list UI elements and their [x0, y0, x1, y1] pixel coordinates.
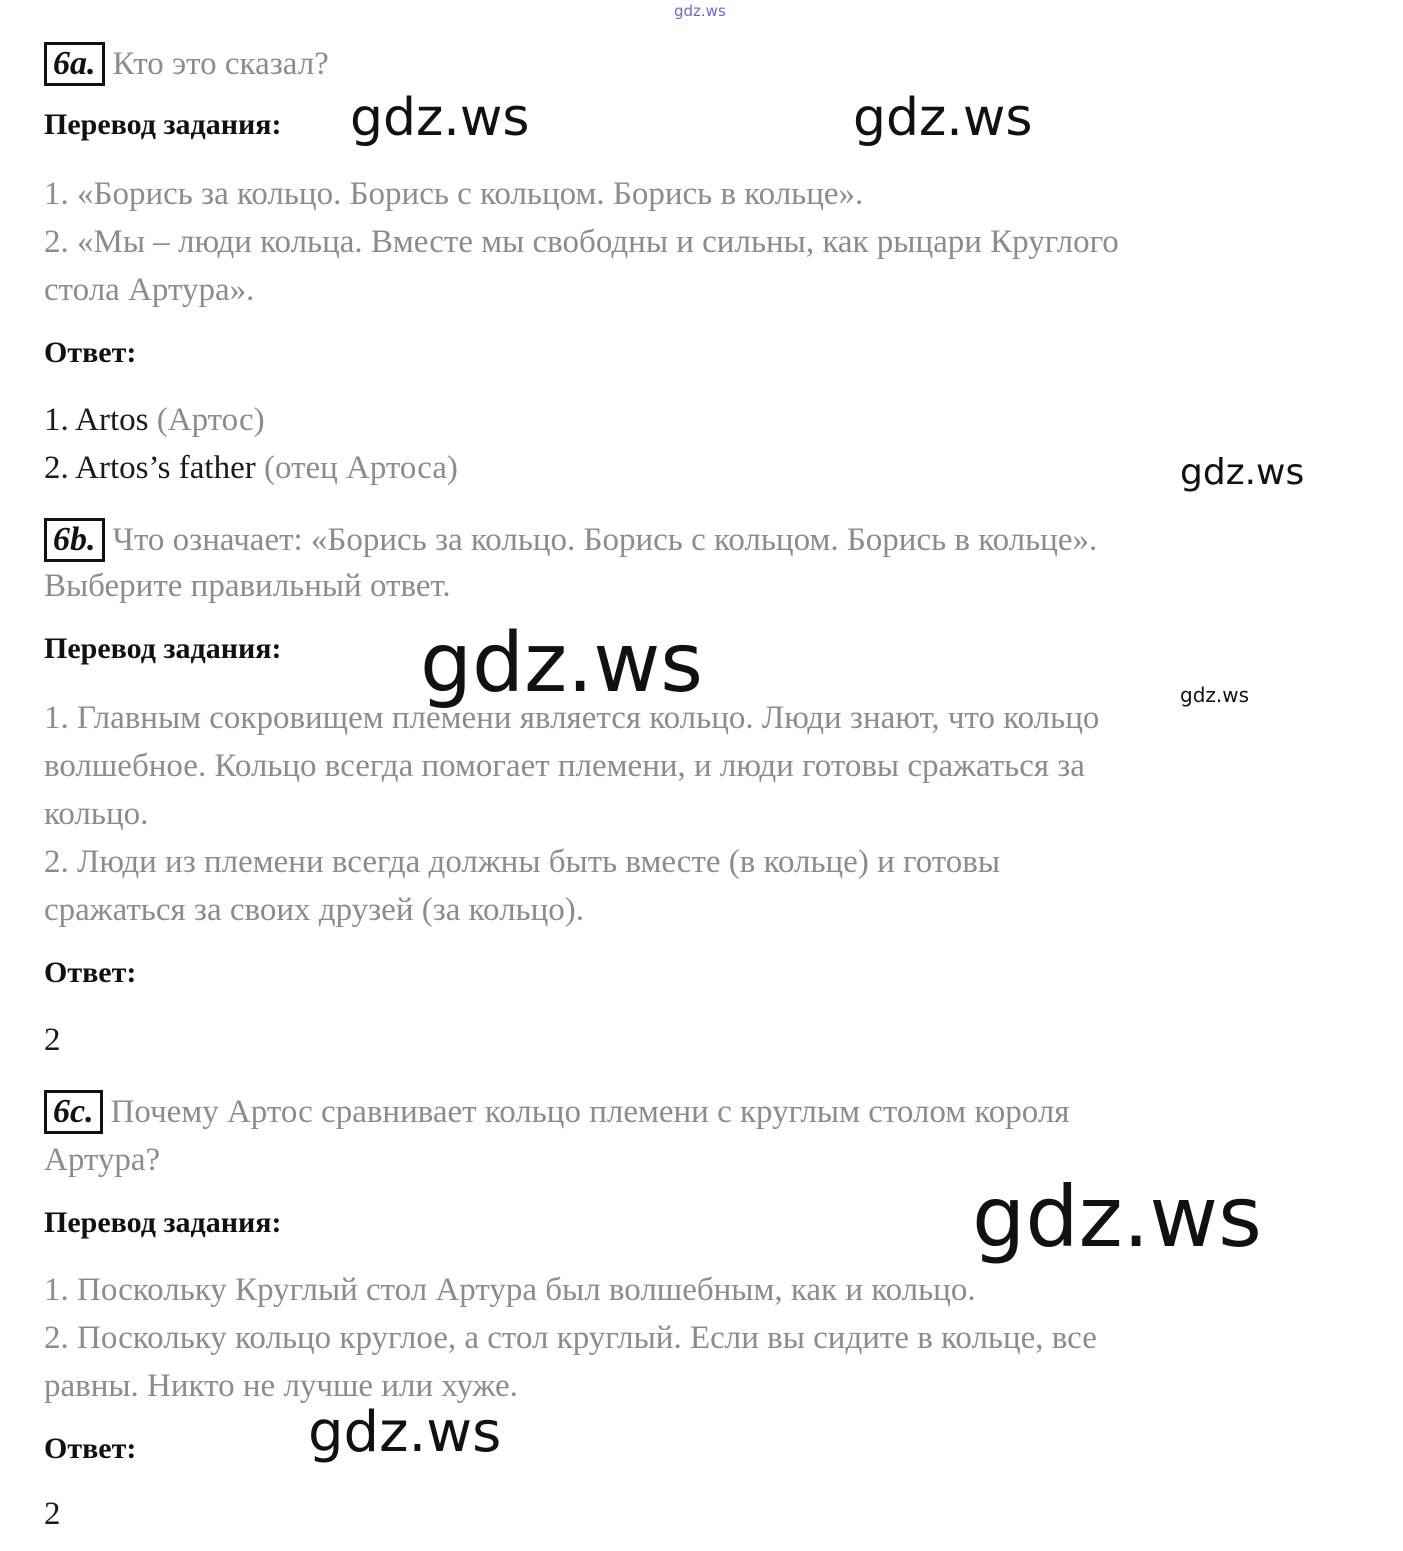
task-6c-header: [44, 1088, 1069, 1136]
task-6a-answer-label: Ответ:: [44, 336, 137, 369]
task-6c-question-line: Почему Артос сравнивает кольцо племени с круглым столом короля: [110, 1094, 1070, 1130]
watermark-top: gdz.ws: [674, 2, 726, 20]
task-6b-translation: [44, 694, 1099, 934]
task-6b-question-line: Что означает: «Борись за кольцо. Борись с кольцом. Борись в кольце».: [112, 522, 1098, 558]
answer-ru: (Артос): [148, 402, 265, 438]
answer-en: 1. Artos: [44, 402, 149, 438]
translation-line: сражаться за своих друзей (за кольцо).: [44, 892, 584, 928]
watermark: gdz.ws: [1180, 452, 1305, 493]
answer-en: 2. Artos’s father: [44, 450, 256, 486]
translation-line: 1. «Борись за кольцо. Борись с кольцом. Борись в кольце».: [44, 176, 864, 212]
translation-line: 2. «Мы – люди кольца. Вместе мы свободны и сильны, как рыцари Круглого: [44, 224, 1119, 260]
answer-line: [44, 396, 458, 444]
answer-line: [44, 444, 458, 492]
task-badge-6b: 6b.: [44, 518, 105, 562]
watermark: gdz.ws: [308, 1400, 502, 1465]
task-6c-translation-label: Перевод задания:: [44, 1206, 282, 1239]
task-6a-answers: [44, 396, 458, 492]
translation-line: кольцо.: [44, 796, 149, 832]
translation-line: стола Артура».: [44, 272, 255, 308]
task-6c-question-line: Артура?: [44, 1142, 161, 1178]
task-6a-header: [44, 40, 329, 88]
task-badge-6a: 6a.: [44, 42, 105, 86]
task-6c-answer: 2: [44, 1496, 61, 1532]
task-6a-translation: [44, 170, 1119, 314]
translation-line: 1. Поскольку Круглый стол Артура был волшебным, как и кольцо.: [44, 1272, 976, 1308]
translation-line: 2. Люди из племени всегда должны быть вместе (в кольце) и готовы: [44, 844, 1001, 880]
task-6b-answer-label: Ответ:: [44, 956, 137, 989]
task-6c-answer-label: Ответ:: [44, 1432, 137, 1465]
task-6a-question: Кто это сказал?: [112, 46, 329, 82]
task-6b-translation-label: Перевод задания:: [44, 632, 282, 665]
task-6b-question-line: Выберите правильный ответ.: [44, 568, 451, 604]
watermark: gdz.ws: [1180, 683, 1250, 707]
translation-line: волшебное. Кольцо всегда помогает племени, и люди готовы сражаться за: [44, 748, 1085, 784]
translation-line: 1. Главным сокровищем племени является кольцо. Люди знают, что кольцо: [44, 700, 1100, 736]
translation-line: 2. Поскольку кольцо круглое, а стол круглый. Если вы сидите в кольце, все: [44, 1320, 1097, 1356]
watermark: gdz.ws: [853, 88, 1033, 148]
translation-line: равны. Никто не лучше или хуже.: [44, 1368, 518, 1404]
watermark: gdz.ws: [972, 1168, 1262, 1266]
watermark: gdz.ws: [420, 616, 703, 711]
task-badge-6c: 6c.: [44, 1090, 103, 1134]
task-6c-translation: [44, 1266, 1097, 1410]
answer-ru: (отец Артоса): [255, 450, 458, 486]
watermark: gdz.ws: [350, 88, 530, 148]
task-6a-translation-label: Перевод задания:: [44, 108, 282, 141]
task-6b-header: [44, 516, 1097, 564]
task-6b-answer: 2: [44, 1022, 61, 1058]
